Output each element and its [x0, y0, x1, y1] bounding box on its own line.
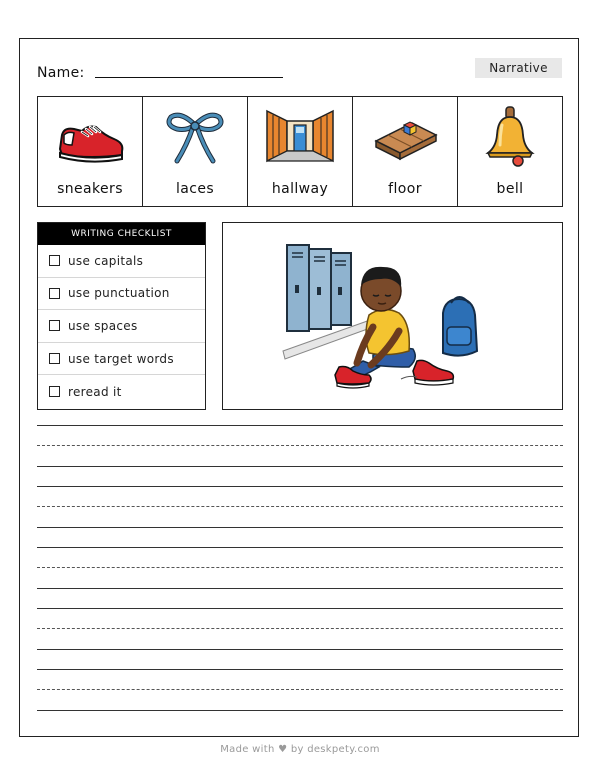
writing-line — [37, 547, 563, 548]
writing-line — [37, 649, 563, 650]
sneaker-icon — [52, 105, 128, 169]
writing-guide-line — [37, 445, 563, 446]
checkbox[interactable] — [49, 386, 60, 397]
checklist-item[interactable] — [38, 245, 205, 278]
writing-line — [37, 466, 563, 467]
writing-line — [37, 486, 563, 487]
genre-badge: Narrative — [475, 58, 562, 78]
word-label-laces: laces — [175, 181, 215, 197]
word-card-sneakers — [38, 97, 143, 206]
word-label-hallway: hallway — [271, 181, 329, 197]
hallway-icon — [265, 105, 335, 167]
word-card-floor — [353, 97, 458, 206]
checklist-item[interactable] — [38, 343, 205, 376]
writing-line — [37, 608, 563, 609]
footer-by: by deskpety.com — [290, 744, 380, 755]
writing-line — [37, 669, 563, 670]
checklist-title: WRITING CHECKLIST — [38, 223, 205, 245]
story-picture — [222, 222, 563, 410]
checkbox[interactable] — [49, 255, 60, 266]
word-card-hallway — [248, 97, 353, 206]
bell-icon — [480, 105, 540, 169]
checklist-item-label: use capitals — [68, 253, 144, 268]
writing-line — [37, 710, 563, 711]
writing-guide-line — [37, 506, 563, 507]
writing-lines[interactable] — [37, 425, 563, 715]
heart-icon: ♥ — [278, 744, 288, 755]
footer-made-with: Made with — [220, 744, 275, 755]
footer-credit — [0, 744, 600, 755]
writing-line — [37, 527, 563, 528]
checkbox[interactable] — [49, 320, 60, 331]
floor-icon — [370, 105, 440, 167]
checklist-item-label: use spaces — [68, 318, 138, 333]
name-field[interactable] — [95, 76, 283, 78]
writing-guide-line — [37, 628, 563, 629]
checklist-item-label: use target words — [68, 351, 174, 366]
checkbox[interactable] — [49, 353, 60, 364]
checklist-item[interactable] — [38, 310, 205, 343]
checkbox[interactable] — [49, 288, 60, 299]
word-label-sneakers: sneakers — [57, 181, 123, 197]
name-row — [37, 61, 283, 81]
checklist-item-label: reread it — [68, 384, 122, 399]
word-label-floor: floor — [388, 181, 422, 197]
writing-guide-line — [37, 567, 563, 568]
laces-icon — [163, 105, 227, 169]
writing-line — [37, 425, 563, 426]
worksheet-page — [19, 38, 579, 737]
checklist-item[interactable] — [38, 278, 205, 311]
word-label-bell: bell — [496, 181, 524, 197]
checklist-item-label: use punctuation — [68, 286, 170, 301]
writing-checklist — [37, 222, 206, 410]
word-card-laces — [143, 97, 248, 206]
boy-tying-shoes-illustration — [223, 223, 561, 408]
writing-line — [37, 588, 563, 589]
writing-guide-line — [37, 689, 563, 690]
word-card-bell — [458, 97, 562, 206]
word-bank — [37, 96, 563, 207]
name-label: Name: — [37, 65, 85, 81]
checklist-item[interactable] — [38, 375, 205, 408]
